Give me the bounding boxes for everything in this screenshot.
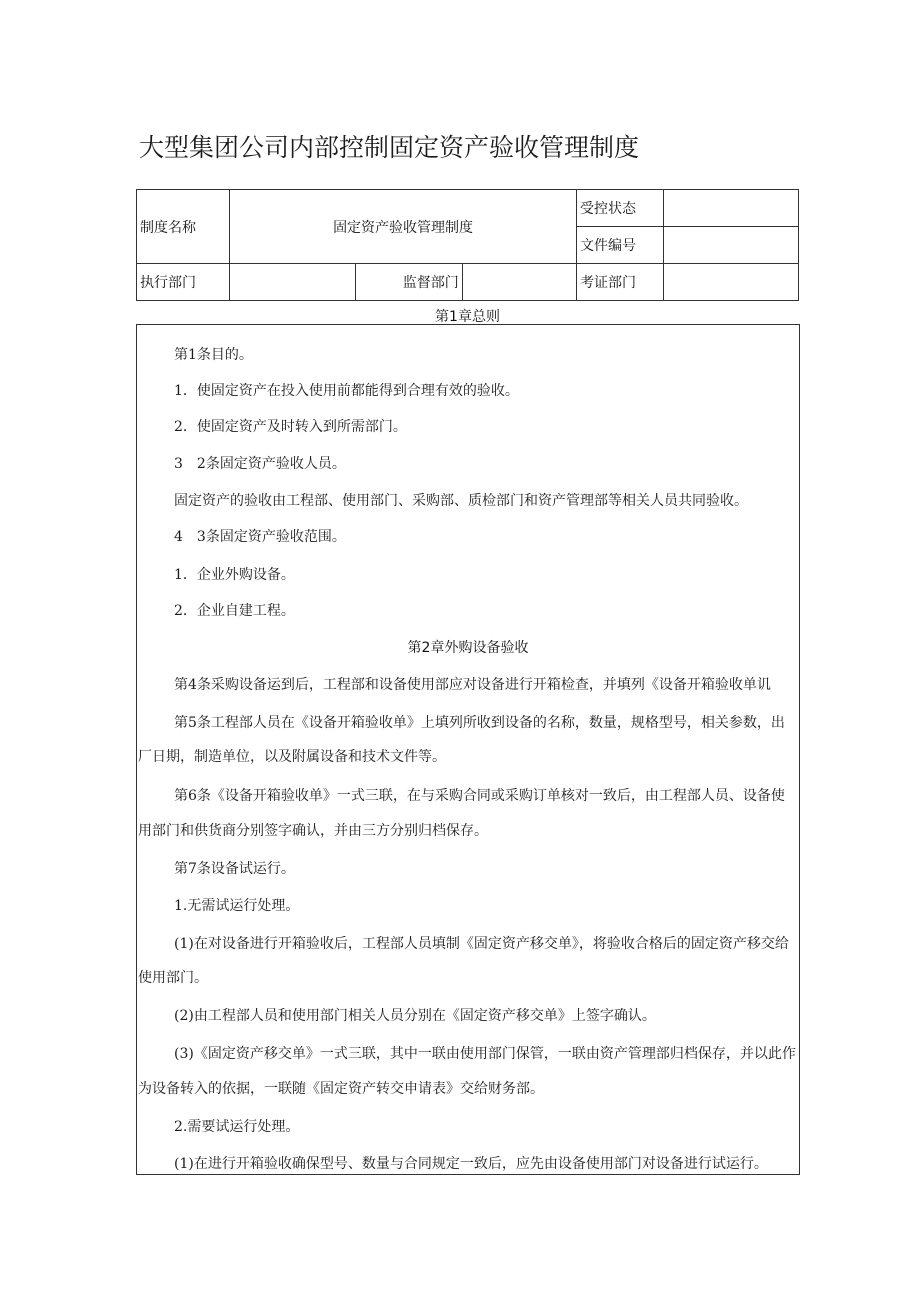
article-line: 2．使固定资产及时转入到所需部门。 <box>174 419 407 435</box>
article-line: 第4条采购设备运到后，工程部和设备使用部应对设备进行开箱检查，并填列《设备开箱验收单讥 <box>174 677 771 693</box>
article-line: 第5条工程部人员在《设备开箱验收单》上填列所收到设备的名称，数量，规格型号，相关参数，出 <box>174 715 785 731</box>
article-line: 第6条《设备开箱验收单》一式三联，在与采购合同或采购订单核对一致后，由工程部人员、设备使 <box>174 788 785 804</box>
article-line: 第1条目的。 <box>174 347 253 363</box>
supervise-value <box>462 264 576 301</box>
article-line: (1)在对设备进行开箱验收后，工程部人员填制《固定资产移交单》，将验收合格后的固定资产移交给 <box>174 936 789 952</box>
name-value: 固定资产验收管理制度 <box>230 190 577 264</box>
article-line: 4 3条固定资产验收范围。 <box>174 529 346 545</box>
name-label: 制度名称 <box>137 190 230 264</box>
article-line: (2)由工程部人员和使用部门相关人员分别在《固定资产移交单》上签字确认。 <box>174 1008 656 1024</box>
article-line: 1.无需试运行处理。 <box>174 898 300 914</box>
article-line: 使用部门。 <box>138 970 208 986</box>
article-line: 厂日期，制造单位，以及附属设备和技术文件等。 <box>138 749 446 765</box>
header-table <box>136 189 799 301</box>
article-line: 2．企业自建工程。 <box>174 603 295 619</box>
article-line: 3 2条固定资产验收人员。 <box>174 456 346 472</box>
exec-dept-value <box>230 264 356 301</box>
verify-label: 考证部门 <box>577 264 664 301</box>
article-line: 1．使固定资产在投入使用前都能得到合理有效的验收。 <box>174 383 519 399</box>
doc-no-value <box>664 227 799 264</box>
article-line: 第7条设备试运行。 <box>174 861 295 877</box>
page-title: 大型集团公司内部控制固定资产验收管理制度 <box>139 133 640 162</box>
exec-dept-label: 执行部门 <box>137 264 230 301</box>
article-line: (1)在进行开箱验收确保型号、数量与合同规定一致后，应先由设备使用部门对设备进行试运行。 <box>174 1156 768 1172</box>
article-line: 固定资产的验收由工程部、使用部门、采购部、质检部门和资产管理部等相关人员共同验收。 <box>174 493 748 509</box>
status-value <box>664 190 799 227</box>
doc-no-label: 文件编号 <box>577 227 664 264</box>
chapter-1-heading: 第1章总则 <box>435 309 500 325</box>
supervise-label: 监督部门 <box>356 264 463 301</box>
article-line: 为设备转入的依据，一联随《固定资产转交申请表》交给财务部。 <box>138 1081 544 1097</box>
article-line: (3)《固定资产移交单》一式三联，其中一联由使用部门保管，一联由资产管理部归档保存，并以此作 <box>174 1046 796 1062</box>
article-line: 用部门和供货商分别签字确认，并由三方分别归档保存。 <box>138 823 488 839</box>
chapter-2-heading: 第2章外购设备验收 <box>407 640 529 656</box>
verify-value <box>664 264 799 301</box>
article-line: 2.需要试运行处理。 <box>174 1119 300 1135</box>
article-line: 1．企业外购设备。 <box>174 567 295 583</box>
status-label: 受控状态 <box>577 190 664 227</box>
